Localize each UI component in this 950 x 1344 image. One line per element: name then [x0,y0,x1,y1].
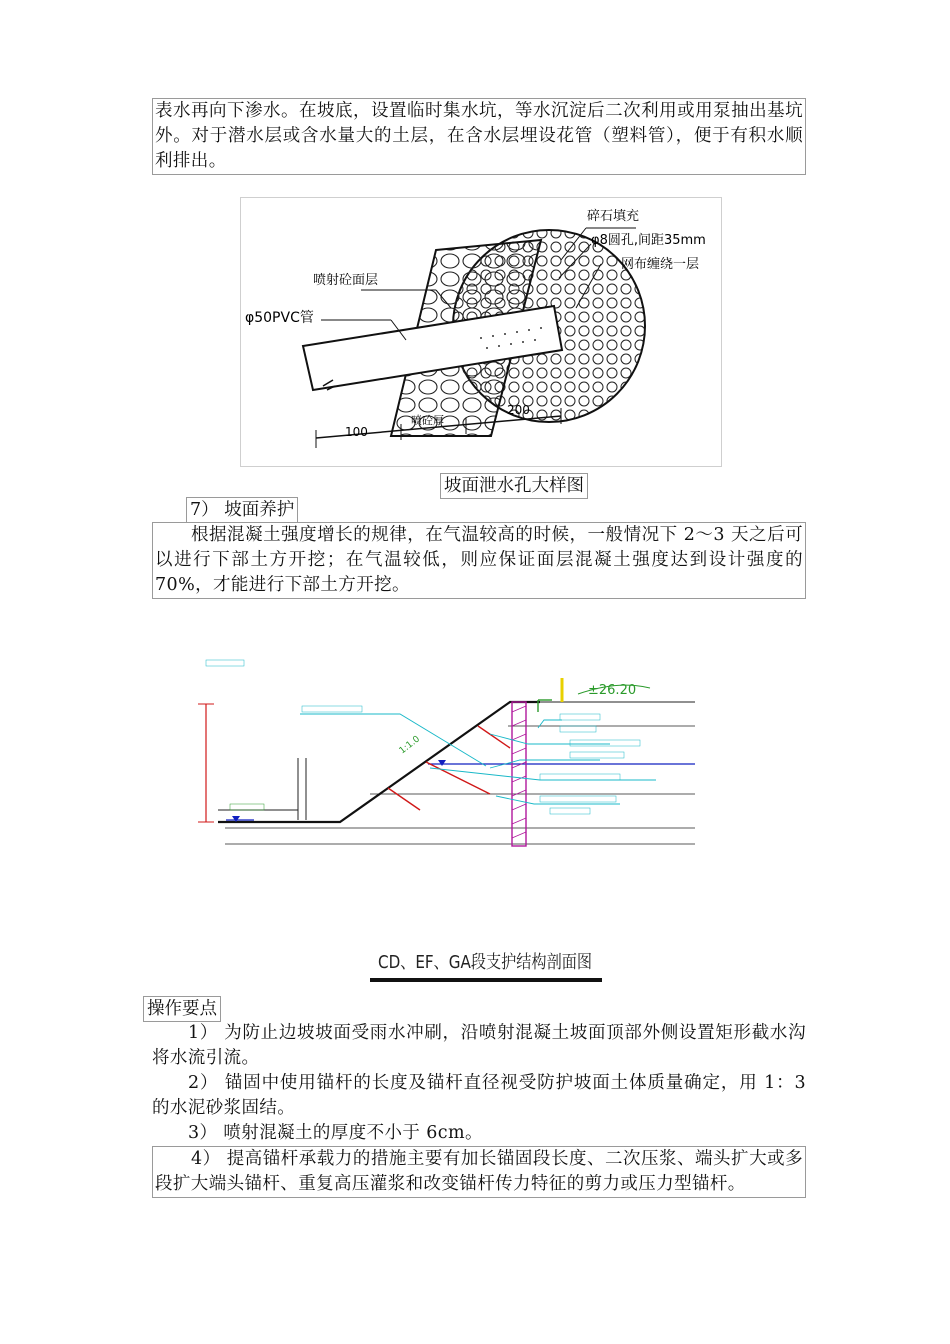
label-holes: φ8圆孔,间距35mm [591,233,706,248]
dim-thickness: 喷砼厚 [411,414,444,427]
support-pile [512,702,526,846]
ops-item-3: 3） 喷射混凝土的厚度不小于 6cm。 [188,1123,483,1143]
ops-item-4: 4） 提高锚杆承载力的措施主要有加长锚固段长度、二次压浆、端头扩大或多段扩大端头锚杆、重复高压灌浆和改变锚杆传力特征的剪力或压力型锚杆。 [152,1146,806,1198]
support-section-figure [190,650,710,860]
label-pvc: φ50PVC管 [245,310,314,326]
ops-item-2: 2） 锚固中使用锚杆的长度及锚杆直径视受防护坡面土体质量确定，用 1：3 的水泥砂浆固结。 [152,1073,806,1118]
slope-ratio-label: 1:1.0 [397,734,423,757]
elevation-label: ±26.20 [588,683,637,698]
label-shotcrete: 喷射砼面层 [313,273,379,288]
drainage-hole-detail-figure [240,197,722,467]
support-section-drawing [190,650,710,860]
ops-heading: 操作要点 [143,996,221,1022]
label-cloth: 网布缠绕一层 [621,257,700,272]
anchor-1 [478,726,510,748]
section7-heading: 7） 坡面养护 [186,497,298,523]
dim-200: 200 [507,403,530,417]
dim-100: 100 [345,425,368,439]
anchor-3 [388,788,420,810]
title-underline [370,978,602,982]
drainage-hole-drawing [241,198,721,466]
ops-item-1: 1） 为防止边坡坡面受雨水冲刷，沿喷射混凝土坡面顶部外侧设置矩形截水沟将水流引流。 [152,1023,806,1068]
support-section-title: CD、EF、GA段支护结构剖面图 [378,952,592,973]
anchor-2 [426,762,490,794]
support-section-title-block [370,944,602,984]
slope-face [218,702,540,822]
section7-body: 根据混凝土强度增长的规律，在气温较高的时候，一般情况下 2～3 天之后可以进行下部土方开挖；在气温较低，则应保证面层混凝土强度达到设计强度的 70%，才能进行下部土方开挖。 [152,522,806,599]
figure1-caption: 坡面泄水孔大样图 [440,473,588,499]
intro-paragraph: 表水再向下渗水。在坡底，设置临时集水坑，等水沉淀后二次利用或用泵抽出基坑外。对于潜水层或含水量大的土层，在含水层埋设花管（塑料管），便于有积水顺利排出。 [152,98,806,175]
ops-list [152,1021,806,1146]
label-gravel: 碎石填充 [587,209,640,224]
